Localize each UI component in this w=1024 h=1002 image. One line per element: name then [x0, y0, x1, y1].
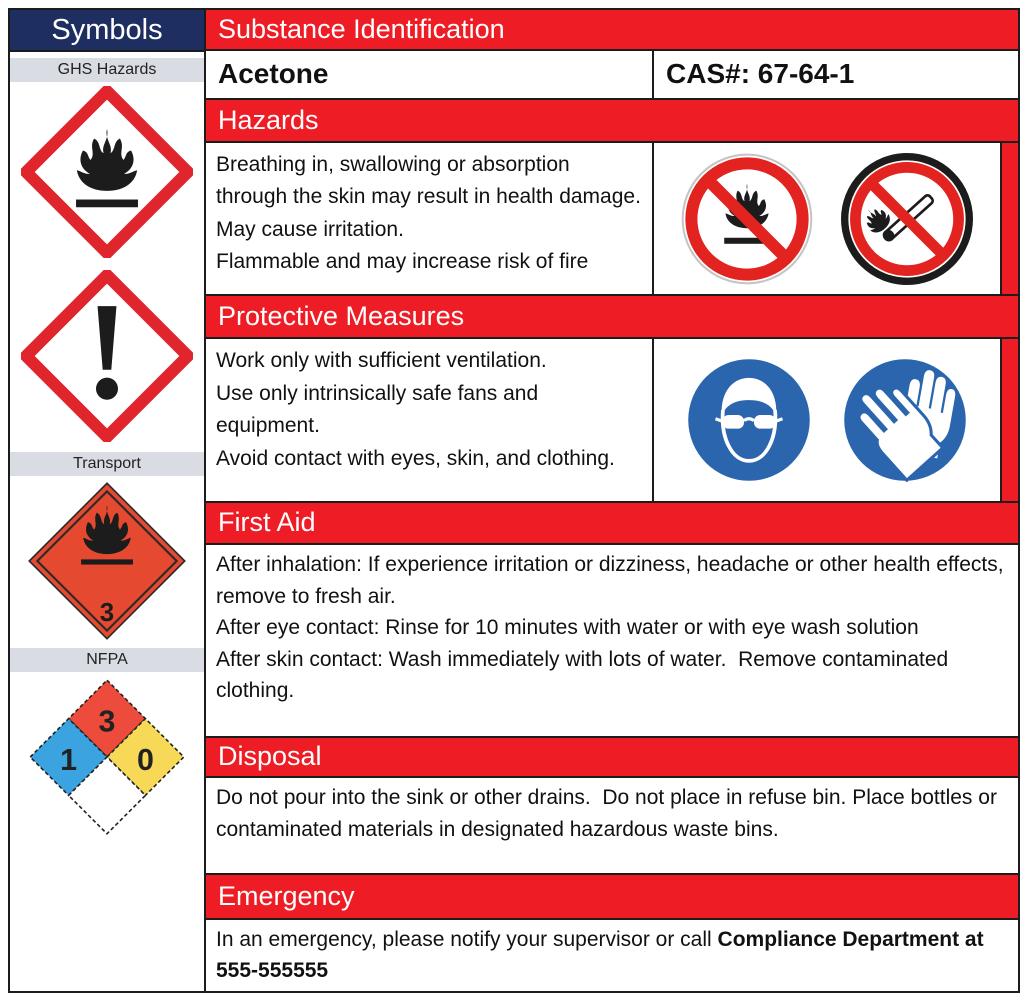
- first-aid-line-3: After skin contact: Wash immediately with lots of water. Remove contaminated clothing.: [216, 647, 955, 703]
- protective-measures-row: [206, 339, 1018, 501]
- nfpa-flammability-rating: 3: [98, 704, 116, 739]
- nfpa-health-rating: 1: [60, 742, 78, 777]
- substance-name: Acetone: [206, 51, 654, 99]
- substance-identification-header: Substance Identification: [206, 10, 1018, 51]
- hazards-line-2: Flammable and may increase risk of fire: [216, 250, 589, 274]
- wear-eye-protection-icon: [687, 358, 811, 482]
- protective-measures-header: Protective Measures: [206, 294, 1018, 339]
- sidebar-title: Symbols: [10, 10, 204, 52]
- hazards-header: Hazards: [206, 98, 1018, 143]
- emergency-text: [206, 920, 1018, 991]
- protective-line-2: Use only intrinsically safe fans and equipment.: [216, 381, 545, 438]
- disposal-text: Do not pour into the sink or other drains. Do not place in refuse bin. Place bottles or contaminated materials in designated hazardous waste bins.: [206, 778, 1018, 873]
- disposal-header: Disposal: [206, 736, 1018, 779]
- symbols-sidebar: [10, 10, 206, 991]
- hazards-text: [206, 143, 654, 295]
- nfpa-instability-rating: 0: [136, 742, 154, 777]
- transport-class-number: 3: [99, 598, 115, 627]
- hazards-icons: [654, 143, 1002, 295]
- nfpa-704-diamond-icon: [27, 677, 187, 837]
- hazards-row: [206, 143, 1018, 295]
- exclamation-mark-pictogram-icon: [21, 270, 193, 442]
- hazards-line-1: Breathing in, swallowing or absorption through the skin may result in health damage. May cause irritation.: [216, 152, 653, 241]
- first-aid-text: [206, 545, 1018, 735]
- protective-line-1: Work only with sufficient ventilation.: [216, 349, 547, 373]
- wear-protective-gloves-icon: [843, 358, 967, 482]
- protective-measures-icons: [654, 339, 1002, 501]
- substance-info-panel: [206, 10, 1018, 991]
- nfpa-band: NFPA: [10, 648, 204, 672]
- protective-line-3: Avoid contact with eyes, skin, and clothing.: [216, 446, 615, 470]
- protective-measures-text: [206, 339, 654, 501]
- cas-number: CAS#: 67-64-1: [666, 58, 855, 90]
- no-open-flames-icon: [680, 152, 814, 286]
- flame-pictogram-icon: [21, 86, 193, 258]
- first-aid-header: First Aid: [206, 501, 1018, 546]
- emergency-header: Emergency: [206, 873, 1018, 920]
- flammable-liquid-class-3-placard-icon: [26, 480, 188, 642]
- ghs-hazards-band: GHS Hazards: [10, 58, 204, 82]
- identification-row: [206, 51, 1018, 99]
- emergency-text-bold: Compliance Department at 555-555555: [216, 927, 990, 983]
- first-aid-line-2: After eye contact: Rinse for 10 minutes with water or with eye wash solution: [216, 616, 919, 640]
- emergency-text-normal: In an emergency, please notify your supervisor or call: [216, 927, 718, 951]
- first-aid-line-1: After inhalation: If experience irritation or dizziness, headache or other health effects, remove to fresh air.: [216, 553, 1010, 608]
- no-smoking-no-matches-icon: [840, 152, 974, 286]
- transport-band: Transport: [10, 452, 204, 476]
- label-document: [8, 8, 1020, 993]
